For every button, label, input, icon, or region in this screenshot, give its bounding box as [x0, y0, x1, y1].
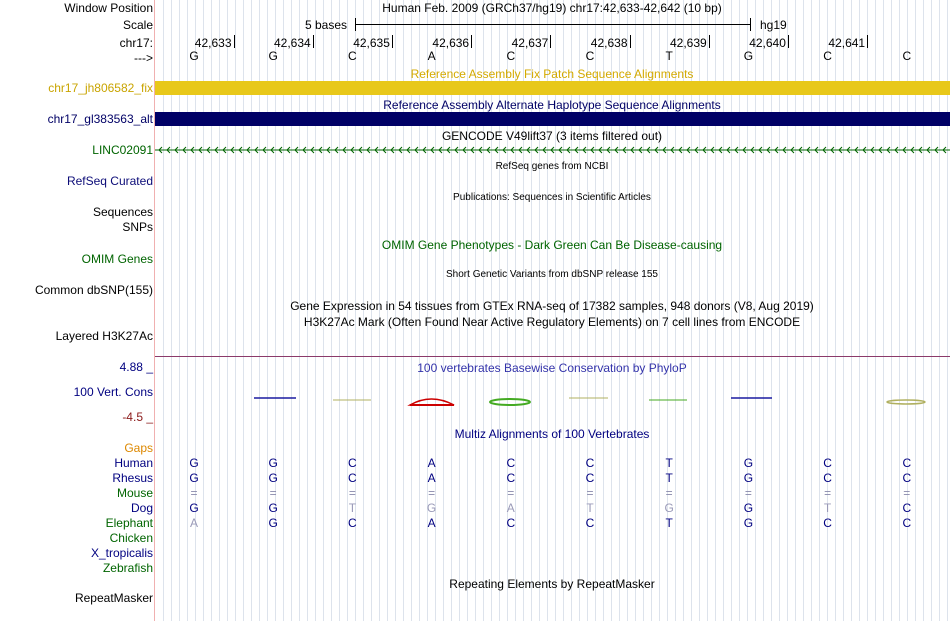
fix-patch-label[interactable]: chr17_jh806582_fix	[48, 81, 153, 95]
alignment-base: C	[823, 516, 832, 530]
position-tick-label: 42,641	[828, 36, 866, 50]
publications-label-sequences[interactable]: Sequences	[92, 205, 153, 219]
reference-base: C	[823, 49, 832, 63]
species-label[interactable]: Mouse	[116, 486, 153, 500]
multiz-title: Multiz Alignments of 100 Vertebrates	[454, 427, 650, 441]
dbsnp-title: Short Genetic Variants from dbSNP release 155	[446, 269, 658, 280]
fix-patch-title: Reference Assembly Fix Patch Sequence Alignments	[410, 67, 694, 81]
alignment-base: C	[585, 471, 595, 485]
species-label[interactable]: Chicken	[109, 531, 153, 545]
species-label[interactable]: Dog	[130, 501, 153, 515]
alignment-base: C	[348, 516, 357, 530]
alignment-base: G	[189, 501, 199, 515]
position-tick	[788, 35, 789, 48]
scale-label: Scale	[122, 18, 153, 32]
refseq-label[interactable]: RefSeq Curated	[66, 174, 153, 188]
position-tick-label: 42,635	[353, 36, 390, 50]
reference-base: T	[665, 49, 673, 63]
position-tick-label: 42,634	[273, 36, 311, 50]
reference-base: G	[189, 49, 199, 63]
species-label[interactable]: X_tropicalis	[90, 546, 153, 560]
reference-base: G	[268, 49, 278, 63]
h3k27ac-title: H3K27Ac Mark (Often Found Near Active Regulatory Elements) on 7 cell lines from ENCODE	[303, 315, 801, 329]
reference-base: C	[506, 49, 516, 63]
position-tick-label: 42,636	[432, 36, 470, 50]
position-tick	[867, 35, 868, 48]
alignment-base: G	[189, 456, 199, 470]
scale-text: 5 bases	[305, 18, 348, 32]
alignment-base: T	[665, 516, 673, 530]
repeatmasker-label[interactable]: RepeatMasker	[74, 591, 153, 605]
alignment-base: C	[823, 456, 832, 470]
alignment-base: T	[586, 501, 594, 515]
phylop-min-label: -4.5 _	[122, 410, 153, 424]
phylop-label[interactable]: 100 Vert. Cons	[73, 385, 153, 399]
reference-base: C	[902, 49, 912, 63]
position-tick	[313, 35, 314, 48]
species-label[interactable]: Human	[114, 456, 153, 470]
position-tick	[392, 35, 393, 48]
gencode-gene-bar[interactable]	[155, 143, 950, 157]
assembly-title: Human Feb. 2009 (GRCh37/hg19) chr17:42,633-42,642 (10 bp)	[382, 1, 722, 15]
alignment-base: G	[743, 456, 754, 470]
alignment-base: C	[348, 456, 357, 470]
alignment-base: =	[744, 486, 752, 500]
publications-title: Publications: Sequences in Scientific Articles	[453, 192, 651, 203]
alignment-base: C	[902, 516, 912, 530]
position-tick	[471, 35, 472, 48]
alignment-base: C	[506, 471, 516, 485]
db-label: hg19	[760, 18, 787, 32]
reference-base: G	[743, 49, 754, 63]
repeatmasker-title: Repeating Elements by RepeatMasker	[449, 577, 655, 591]
alignment-base: =	[903, 486, 911, 500]
phylop-signal[interactable]	[155, 392, 950, 408]
alignment-base: C	[348, 471, 357, 485]
species-label[interactable]: Zebrafish	[102, 561, 153, 575]
chrom-label: chr17:	[119, 36, 153, 50]
alignment-base: =	[507, 486, 515, 500]
refseq-title: RefSeq genes from NCBI	[495, 161, 609, 172]
position-tick	[630, 35, 631, 48]
alignment-base: T	[823, 501, 832, 515]
alignment-base: C	[902, 471, 912, 485]
publications-label-snps[interactable]: SNPs	[122, 220, 153, 234]
reference-base: A	[427, 49, 436, 63]
alt-haplo-title: Reference Assembly Alternate Haplotype Sequence Alignments	[383, 98, 721, 112]
alignment-base: T	[665, 471, 673, 485]
species-label[interactable]: Elephant	[105, 516, 153, 530]
window-position-label: Window Position	[64, 1, 153, 15]
alignment-base: G	[743, 516, 754, 530]
alignment-base: A	[189, 516, 198, 530]
position-tick	[550, 35, 551, 48]
gencode-label[interactable]: LINC02091	[92, 143, 153, 157]
alignment-base: =	[348, 486, 356, 500]
alignment-base: C	[902, 456, 912, 470]
alignment-base: A	[506, 501, 515, 515]
reference-base: C	[585, 49, 595, 63]
scale-bar-left-cap	[355, 18, 356, 31]
alignment-base: =	[824, 486, 832, 500]
strand-label: --->	[134, 51, 153, 65]
alignment-base: =	[665, 486, 673, 500]
species-label[interactable]: Rhesus	[112, 471, 153, 485]
alignment-base: C	[902, 501, 912, 515]
alignment-base: G	[268, 501, 278, 515]
alignment-base: G	[189, 471, 199, 485]
alignment-base: G	[426, 501, 437, 515]
alignment-base: C	[506, 456, 516, 470]
omim-title: OMIM Gene Phenotypes - Dark Green Can Be Disease-causing	[381, 238, 723, 252]
omim-label[interactable]: OMIM Genes	[81, 252, 153, 266]
alignment-base: T	[665, 456, 673, 470]
alignment-base: A	[427, 456, 436, 470]
alignment-base: G	[268, 471, 278, 485]
alignment-base: =	[190, 486, 198, 500]
alignment-base: C	[585, 516, 595, 530]
position-tick-label: 42,640	[749, 36, 786, 50]
h3k27ac-baseline	[155, 356, 950, 357]
alignment-base: C	[506, 516, 516, 530]
position-tick-label: 42,638	[590, 36, 628, 50]
alignment-base: G	[664, 501, 674, 515]
scale-bar	[355, 24, 751, 25]
h3k27ac-label[interactable]: Layered H3K27Ac	[55, 329, 153, 343]
alignment-base: C	[823, 471, 832, 485]
reference-base: C	[348, 49, 357, 63]
alt-haplo-label[interactable]: chr17_gl383563_alt	[47, 112, 153, 126]
alignment-base: =	[269, 486, 277, 500]
gencode-title: GENCODE V49lift37 (3 items filtered out)	[441, 129, 663, 143]
position-tick-label: 42,637	[511, 36, 549, 50]
dbsnp-label[interactable]: Common dbSNP(155)	[34, 283, 153, 297]
alignment-base: T	[348, 501, 357, 515]
alt-haplo-bar[interactable]	[155, 112, 950, 126]
alignment-base: G	[268, 516, 278, 530]
position-tick	[234, 35, 235, 48]
gtex-title: Gene Expression in 54 tissues from GTEx RNA-seq of 17382 samples, 948 donors (V8, Aug 2019)	[290, 299, 814, 313]
alignment-base: G	[268, 456, 278, 470]
phylop-title: 100 vertebrates Basewise Conservation by PhyloP	[417, 361, 687, 375]
scale-bar-right-cap	[750, 18, 751, 31]
alignment-base: G	[743, 501, 754, 515]
alignment-base: G	[743, 471, 754, 485]
alignment-base: C	[585, 456, 595, 470]
position-tick-label: 42,639	[669, 36, 707, 50]
position-tick-label: 42,633	[194, 36, 232, 50]
position-tick	[709, 35, 710, 48]
fix-patch-bar[interactable]	[155, 81, 950, 95]
alignment-base: =	[586, 486, 594, 500]
gaps-label[interactable]: Gaps	[124, 441, 153, 455]
phylop-max-label: 4.88 _	[119, 360, 153, 374]
alignment-base: A	[427, 471, 436, 485]
alignment-base: A	[427, 516, 436, 530]
alignment-base: =	[428, 486, 436, 500]
